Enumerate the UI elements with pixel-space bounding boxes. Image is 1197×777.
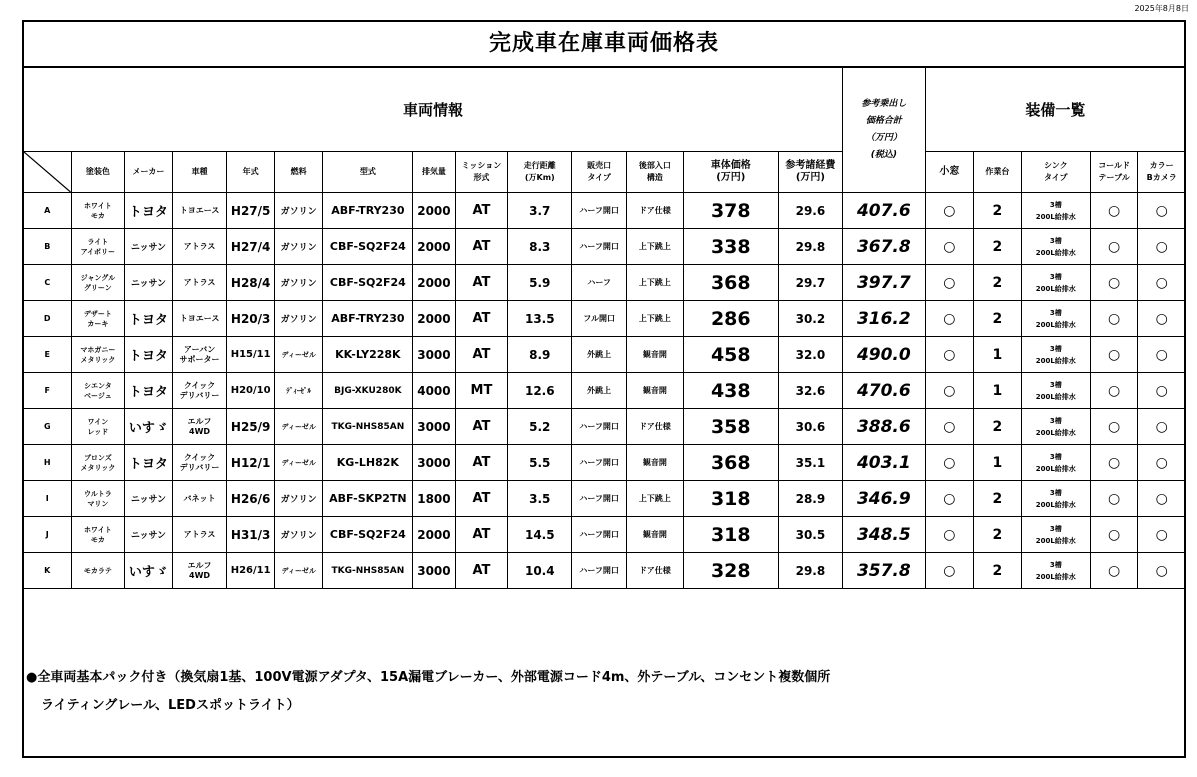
small-window-mark: ○ [925, 265, 974, 301]
body-price: 378 [683, 193, 778, 229]
vehicle-model: アーバン サポーター [172, 337, 227, 373]
column-header: 年式 [227, 152, 275, 193]
total-price: 403.1 [843, 445, 926, 481]
paint-color: ライト アイボリー [71, 229, 125, 265]
small-window-mark: ○ [925, 337, 974, 373]
maker: トヨタ [125, 373, 173, 409]
row-label: H [24, 445, 72, 481]
equipment-column-header: コールド テーブル [1090, 152, 1138, 193]
document-date: 2025年8月8日 [1134, 4, 1189, 13]
body-price: 438 [683, 373, 778, 409]
misc-fees: 32.6 [778, 373, 842, 409]
misc-fees: 32.0 [778, 337, 842, 373]
paint-color: ホワイト モカ [71, 193, 125, 229]
mileage: 13.5 [508, 301, 572, 337]
footer-line-2: ライティングレール、LEDスポットライト） [41, 698, 300, 713]
model-code: CBF-SQ2F24 [323, 517, 413, 553]
transmission: AT [455, 265, 508, 301]
model-year: H31/3 [227, 517, 275, 553]
vehicle-model: トヨエース [172, 301, 227, 337]
displacement: 3000 [413, 409, 455, 445]
table-row [24, 337, 1186, 373]
cold-table-mark: ○ [1090, 337, 1138, 373]
transmission: AT [455, 337, 508, 373]
total-price: 357.8 [843, 553, 926, 589]
model-code: CBF-SQ2F24 [323, 265, 413, 301]
model-code: KG-LH82K [323, 445, 413, 481]
row-label: G [24, 409, 72, 445]
mileage: 12.6 [508, 373, 572, 409]
sales-opening-type: 外跳上 [572, 337, 627, 373]
paint-color: ジャングル グリーン [71, 265, 125, 301]
equipment-column-header: 作業台 [974, 152, 1022, 193]
vehicle-model: クイック デリバリー [172, 373, 227, 409]
back-camera-mark: ○ [1138, 409, 1186, 445]
fuel-type: ﾃﾞｨｰｾﾞﾙ [274, 373, 323, 409]
fuel-type: ディーゼル [274, 409, 323, 445]
total-price: 470.6 [843, 373, 926, 409]
body-price: 338 [683, 229, 778, 265]
footer-line-1: ●全車両基本パック付き（換気扇1基、100V電源アダプタ、15A漏電ブレーカー、外部電源コード4m、外テーブル、コンセント複数個所 [26, 670, 831, 685]
transmission: AT [455, 193, 508, 229]
work-table-count: 1 [974, 445, 1022, 481]
model-year: H26/11 [227, 553, 275, 589]
small-window-mark: ○ [925, 193, 974, 229]
row-label: C [24, 265, 72, 301]
body-price: 368 [683, 445, 778, 481]
misc-fees: 28.9 [778, 481, 842, 517]
total-price: 490.0 [843, 337, 926, 373]
sales-opening-type: ハーフ開口 [572, 193, 627, 229]
work-table-count: 2 [974, 409, 1022, 445]
table-row [24, 409, 1186, 445]
cold-table-mark: ○ [1090, 265, 1138, 301]
body-price: 368 [683, 265, 778, 301]
rear-entrance: ドア仕様 [627, 409, 684, 445]
vehicle-model: バネット [172, 481, 227, 517]
displacement: 2000 [413, 193, 455, 229]
back-camera-mark: ○ [1138, 337, 1186, 373]
equipment-header: 装備一覧 [925, 68, 1185, 152]
table-row [24, 553, 1186, 589]
total-price: 407.6 [843, 193, 926, 229]
displacement: 3000 [413, 337, 455, 373]
model-code: TKG-NHS85AN [323, 553, 413, 589]
mileage: 5.5 [508, 445, 572, 481]
rear-entrance: 観音開 [627, 445, 684, 481]
work-table-count: 1 [974, 337, 1022, 373]
body-price: 318 [683, 517, 778, 553]
small-window-mark: ○ [925, 301, 974, 337]
displacement: 2000 [413, 517, 455, 553]
misc-fees: 29.6 [778, 193, 842, 229]
table-row [24, 445, 1186, 481]
rear-entrance: 上下跳上 [627, 481, 684, 517]
page-title: 完成車在庫車両価格表 [24, 22, 1184, 68]
fuel-type: ディーゼル [274, 337, 323, 373]
fuel-type: ガソリン [274, 229, 323, 265]
mileage: 14.5 [508, 517, 572, 553]
displacement: 4000 [413, 373, 455, 409]
work-table-count: 2 [974, 481, 1022, 517]
small-window-mark: ○ [925, 229, 974, 265]
sink-type: 3槽 200L給排水 [1021, 229, 1090, 265]
cold-table-mark: ○ [1090, 553, 1138, 589]
sink-type: 3槽 200L給排水 [1021, 409, 1090, 445]
transmission: AT [455, 229, 508, 265]
equipment-column-header: カラー Bカメラ [1138, 152, 1186, 193]
table-row [24, 301, 1186, 337]
mileage: 8.3 [508, 229, 572, 265]
row-label: F [24, 373, 72, 409]
vehicle-info-header: 車両情報 [24, 68, 843, 152]
transmission: MT [455, 373, 508, 409]
table-row [24, 373, 1186, 409]
maker: トヨタ [125, 301, 173, 337]
displacement: 2000 [413, 301, 455, 337]
sales-opening-type: 外跳上 [572, 373, 627, 409]
reference-total-header: 参考乗出し 価格合計 （万円） (税込) [843, 68, 926, 193]
maker: ニッサン [125, 265, 173, 301]
column-header: 型式 [323, 152, 413, 193]
body-price: 328 [683, 553, 778, 589]
fuel-type: ディーゼル [274, 445, 323, 481]
column-header: 排気量 [413, 152, 455, 193]
vehicle-model: アトラス [172, 265, 227, 301]
misc-fees: 35.1 [778, 445, 842, 481]
sink-type: 3槽 200L給排水 [1021, 553, 1090, 589]
misc-fees: 30.2 [778, 301, 842, 337]
work-table-count: 2 [974, 301, 1022, 337]
column-header: 販売口 タイプ [572, 152, 627, 193]
price-sheet [22, 20, 1186, 758]
sink-type: 3槽 200L給排水 [1021, 265, 1090, 301]
small-window-mark: ○ [925, 481, 974, 517]
mileage: 10.4 [508, 553, 572, 589]
vehicle-model: トヨエース [172, 193, 227, 229]
transmission: AT [455, 481, 508, 517]
model-code: ABF-TRY230 [323, 301, 413, 337]
model-year: H12/1 [227, 445, 275, 481]
vehicle-model: アトラス [172, 517, 227, 553]
column-header: ミッション 形式 [455, 152, 508, 193]
corner-diagonal-cell [24, 152, 72, 193]
back-camera-mark: ○ [1138, 229, 1186, 265]
misc-fees: 29.7 [778, 265, 842, 301]
maker: トヨタ [125, 193, 173, 229]
misc-fees: 29.8 [778, 553, 842, 589]
sales-opening-type: ハーフ開口 [572, 229, 627, 265]
price-table [23, 67, 1186, 589]
equipment-column-header: シンク タイプ [1021, 152, 1090, 193]
back-camera-mark: ○ [1138, 517, 1186, 553]
model-code: TKG-NHS85AN [323, 409, 413, 445]
displacement: 2000 [413, 229, 455, 265]
back-camera-mark: ○ [1138, 193, 1186, 229]
paint-color: シエンタ ベージュ [71, 373, 125, 409]
column-header: 車種 [172, 152, 227, 193]
rear-entrance: 観音開 [627, 373, 684, 409]
misc-fees: 29.8 [778, 229, 842, 265]
model-code: KK-LY228K [323, 337, 413, 373]
table-row [24, 517, 1186, 553]
sales-opening-type: ハーフ開口 [572, 553, 627, 589]
fuel-type: ディーゼル [274, 553, 323, 589]
displacement: 2000 [413, 265, 455, 301]
sink-type: 3槽 200L給排水 [1021, 373, 1090, 409]
sink-type: 3槽 200L給排水 [1021, 301, 1090, 337]
column-header: 塗装色 [71, 152, 125, 193]
fuel-type: ガソリン [274, 301, 323, 337]
back-camera-mark: ○ [1138, 265, 1186, 301]
model-code: ABF-SKP2TN [323, 481, 413, 517]
small-window-mark: ○ [925, 409, 974, 445]
paint-color: モカラテ [71, 553, 125, 589]
model-year: H26/6 [227, 481, 275, 517]
misc-fees: 30.5 [778, 517, 842, 553]
work-table-count: 2 [974, 229, 1022, 265]
row-label: J [24, 517, 72, 553]
rear-entrance: 上下跳上 [627, 301, 684, 337]
row-label: B [24, 229, 72, 265]
model-year: H15/11 [227, 337, 275, 373]
back-camera-mark: ○ [1138, 445, 1186, 481]
maker: ニッサン [125, 481, 173, 517]
paint-color: デザート カーキ [71, 301, 125, 337]
cold-table-mark: ○ [1090, 229, 1138, 265]
paint-color: ブロンズ メタリック [71, 445, 125, 481]
transmission: AT [455, 553, 508, 589]
cold-table-mark: ○ [1090, 409, 1138, 445]
rear-entrance: 観音開 [627, 517, 684, 553]
displacement: 3000 [413, 553, 455, 589]
rear-entrance: 上下跳上 [627, 265, 684, 301]
vehicle-model: エルフ 4WD [172, 553, 227, 589]
cold-table-mark: ○ [1090, 517, 1138, 553]
total-price: 397.7 [843, 265, 926, 301]
back-camera-mark: ○ [1138, 553, 1186, 589]
cold-table-mark: ○ [1090, 373, 1138, 409]
row-label: A [24, 193, 72, 229]
transmission: AT [455, 517, 508, 553]
vehicle-model: アトラス [172, 229, 227, 265]
sales-opening-type: フル開口 [572, 301, 627, 337]
model-year: H27/4 [227, 229, 275, 265]
column-header: メーカー [125, 152, 173, 193]
table-row [24, 229, 1186, 265]
column-header: 車体価格 (万円) [683, 152, 778, 193]
total-price: 388.6 [843, 409, 926, 445]
sales-opening-type: ハーフ [572, 265, 627, 301]
row-label: I [24, 481, 72, 517]
model-code: ABF-TRY230 [323, 193, 413, 229]
total-price: 367.8 [843, 229, 926, 265]
work-table-count: 2 [974, 193, 1022, 229]
rear-entrance: 観音開 [627, 337, 684, 373]
model-code: CBF-SQ2F24 [323, 229, 413, 265]
table-row [24, 193, 1186, 229]
sales-opening-type: ハーフ開口 [572, 481, 627, 517]
cold-table-mark: ○ [1090, 193, 1138, 229]
total-price: 348.5 [843, 517, 926, 553]
model-year: H27/5 [227, 193, 275, 229]
transmission: AT [455, 409, 508, 445]
row-label: K [24, 553, 72, 589]
small-window-mark: ○ [925, 517, 974, 553]
sales-opening-type: ハーフ開口 [572, 409, 627, 445]
total-price: 346.9 [843, 481, 926, 517]
maker: ニッサン [125, 229, 173, 265]
maker: いすゞ [125, 409, 173, 445]
column-header-row [24, 152, 1186, 193]
equipment-column-header: 小窓 [925, 152, 974, 193]
mileage: 5.9 [508, 265, 572, 301]
work-table-count: 2 [974, 517, 1022, 553]
sink-type: 3槽 200L給排水 [1021, 481, 1090, 517]
back-camera-mark: ○ [1138, 481, 1186, 517]
table-row [24, 265, 1186, 301]
rear-entrance: ドア仕様 [627, 193, 684, 229]
sink-type: 3槽 200L給排水 [1021, 445, 1090, 481]
maker: トヨタ [125, 445, 173, 481]
sales-opening-type: ハーフ開口 [572, 517, 627, 553]
column-header: 燃料 [274, 152, 323, 193]
model-year: H20/10 [227, 373, 275, 409]
displacement: 1800 [413, 481, 455, 517]
sink-type: 3槽 200L給排水 [1021, 337, 1090, 373]
mileage: 3.5 [508, 481, 572, 517]
body-price: 286 [683, 301, 778, 337]
paint-color: ホワイト モカ [71, 517, 125, 553]
paint-color: マホガニー メタリック [71, 337, 125, 373]
vehicle-model: クイック デリバリー [172, 445, 227, 481]
total-price: 316.2 [843, 301, 926, 337]
footer-note [26, 664, 830, 720]
cold-table-mark: ○ [1090, 481, 1138, 517]
model-year: H28/4 [227, 265, 275, 301]
rear-entrance: 上下跳上 [627, 229, 684, 265]
body-price: 318 [683, 481, 778, 517]
cold-table-mark: ○ [1090, 445, 1138, 481]
back-camera-mark: ○ [1138, 301, 1186, 337]
column-header: 後部入口 構造 [627, 152, 684, 193]
small-window-mark: ○ [925, 445, 974, 481]
vehicle-model: エルフ 4WD [172, 409, 227, 445]
model-code: BJG-XKU280K [323, 373, 413, 409]
transmission: AT [455, 445, 508, 481]
rear-entrance: ドア仕様 [627, 553, 684, 589]
body-price: 458 [683, 337, 778, 373]
displacement: 3000 [413, 445, 455, 481]
sink-type: 3槽 200L給排水 [1021, 517, 1090, 553]
work-table-count: 1 [974, 373, 1022, 409]
mileage: 3.7 [508, 193, 572, 229]
misc-fees: 30.6 [778, 409, 842, 445]
work-table-count: 2 [974, 265, 1022, 301]
paint-color: ワイン レッド [71, 409, 125, 445]
paint-color: ウルトラ マリン [71, 481, 125, 517]
back-camera-mark: ○ [1138, 373, 1186, 409]
maker: ニッサン [125, 517, 173, 553]
vehicle-rows [24, 193, 1186, 589]
row-label: D [24, 301, 72, 337]
column-header: 参考諸経費 (万円) [778, 152, 842, 193]
work-table-count: 2 [974, 553, 1022, 589]
row-label: E [24, 337, 72, 373]
mileage: 8.9 [508, 337, 572, 373]
body-price: 358 [683, 409, 778, 445]
fuel-type: ガソリン [274, 193, 323, 229]
small-window-mark: ○ [925, 373, 974, 409]
mileage: 5.2 [508, 409, 572, 445]
column-header: 走行距離 (万Km) [508, 152, 572, 193]
sink-type: 3槽 200L給排水 [1021, 193, 1090, 229]
small-window-mark: ○ [925, 553, 974, 589]
model-year: H20/3 [227, 301, 275, 337]
fuel-type: ガソリン [274, 265, 323, 301]
maker: いすゞ [125, 553, 173, 589]
fuel-type: ガソリン [274, 517, 323, 553]
sales-opening-type: ハーフ開口 [572, 445, 627, 481]
maker: トヨタ [125, 337, 173, 373]
table-row [24, 481, 1186, 517]
cold-table-mark: ○ [1090, 301, 1138, 337]
transmission: AT [455, 301, 508, 337]
fuel-type: ガソリン [274, 481, 323, 517]
model-year: H25/9 [227, 409, 275, 445]
